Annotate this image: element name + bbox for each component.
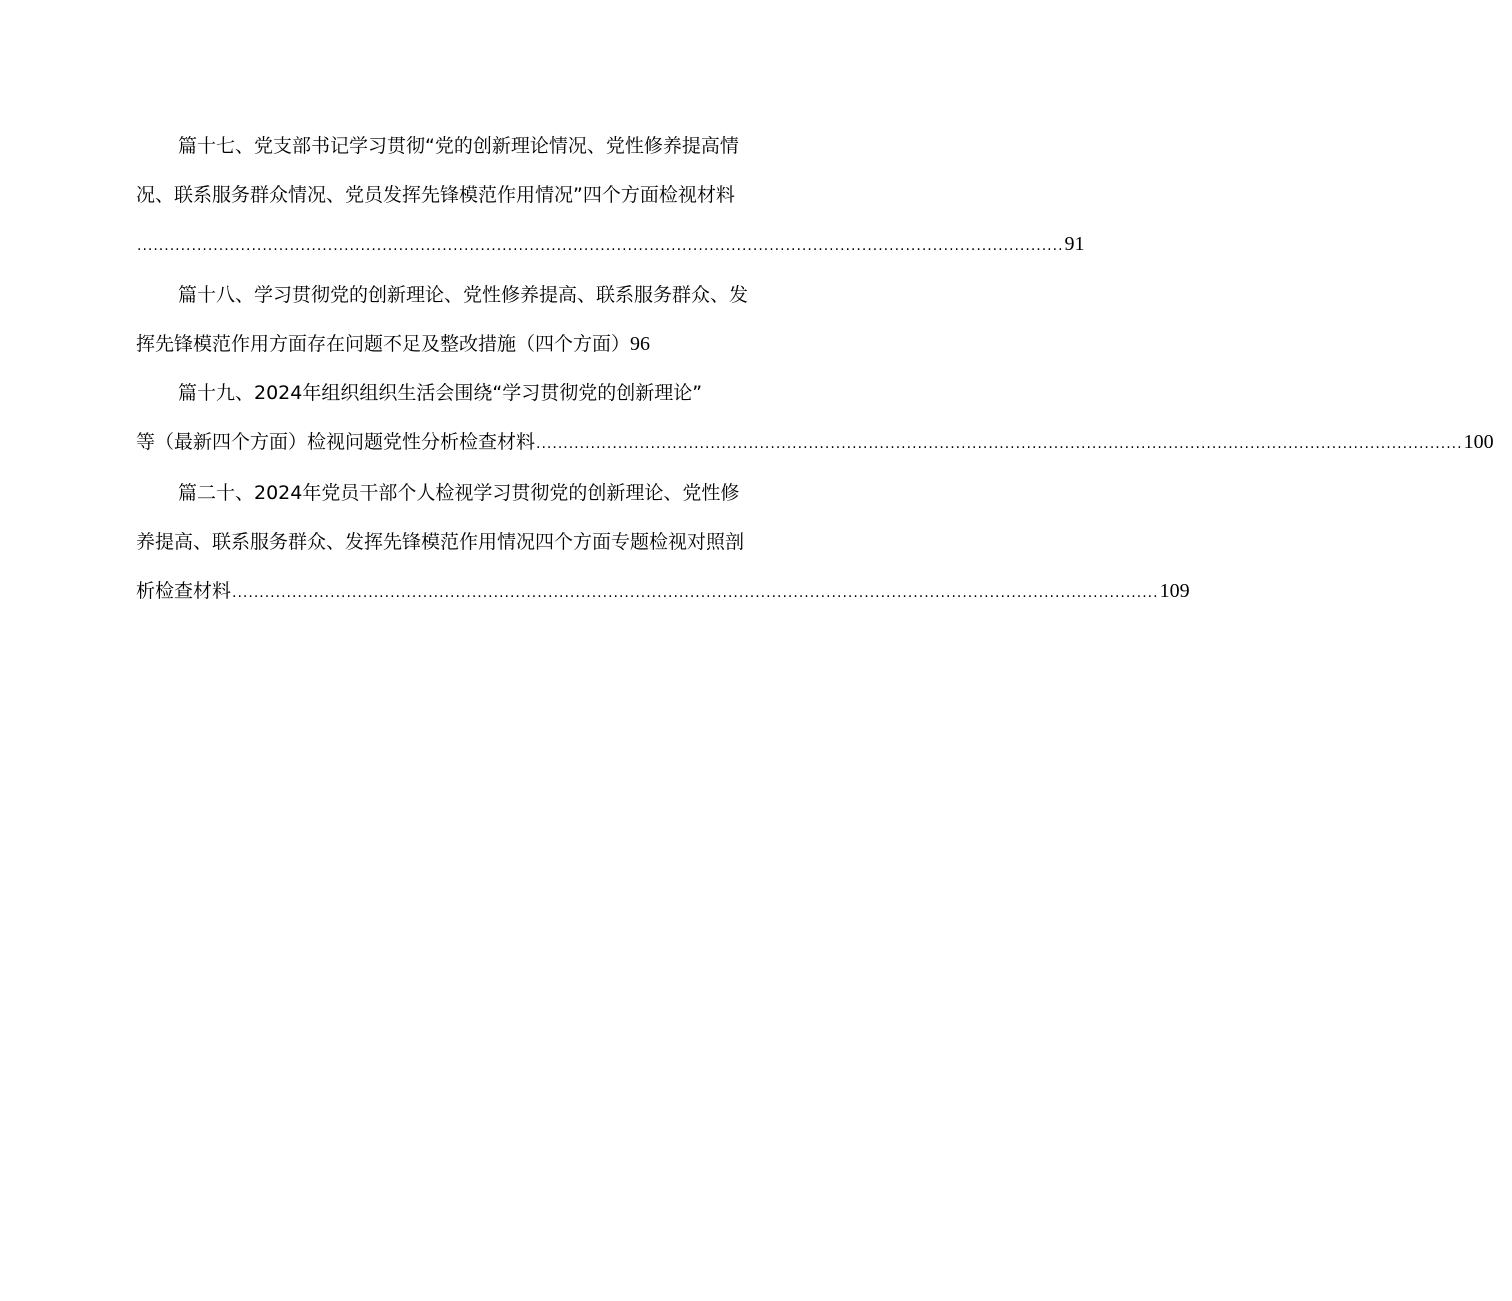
toc-entry-19[interactable] bbox=[136, 369, 1494, 469]
toc-entry-text-line: 养提高、联系服务群众、发挥先锋模范作用情况四个方面专题检视对照剖 bbox=[136, 531, 745, 553]
toc-entry-17[interactable] bbox=[136, 122, 1085, 271]
toc-leader-line bbox=[136, 220, 1085, 271]
toc-entry-text-line: 况、联系服务群众情况、党员发挥先锋模范作用情况”四个方面检视材料 bbox=[136, 184, 735, 206]
toc-entry-text-line: 篇十八、学习贯彻党的创新理论、党性修养提高、联系服务群众、发 bbox=[178, 284, 749, 306]
dot-leader: .......................................................................................................................................................................... bbox=[536, 436, 1463, 452]
toc-entry-text-line: 挥先锋模范作用方面存在问题不足及整改措施（四个方面） bbox=[136, 333, 631, 355]
toc-entry-text-line: 篇二十、2024年党员干部个人检视学习贯彻党的创新理论、党性修 bbox=[178, 482, 740, 504]
toc-leader-line bbox=[136, 567, 1190, 618]
toc-page-number: 109 bbox=[1159, 580, 1190, 602]
toc-leader-line bbox=[136, 320, 796, 369]
toc-entry-text-line: 篇十九、2024年组织组织生活会围绕“学习贯彻党的创新理论” bbox=[178, 382, 703, 404]
toc-leader-line bbox=[136, 418, 1494, 469]
toc-entry-text-line: 析检查材料 bbox=[136, 580, 232, 602]
dot-leader: .......................................................................................................................................................................... bbox=[232, 585, 1159, 601]
table-of-contents bbox=[136, 122, 1494, 618]
toc-page-number: 100 bbox=[1463, 431, 1494, 453]
toc-page-number: 96 bbox=[630, 333, 651, 355]
toc-page-number: 91 bbox=[1064, 233, 1085, 255]
toc-entry-text-line: 等（最新四个方面）检视问题党性分析检查材料 bbox=[136, 431, 536, 453]
dot-leader: .......................................................................................................................................................................... bbox=[137, 238, 1064, 254]
toc-entry-18[interactable] bbox=[136, 271, 796, 369]
toc-entry-text-line: 篇十七、党支部书记学习贯彻“党的创新理论情况、党性修养提高情 bbox=[178, 135, 739, 157]
toc-entry-20[interactable] bbox=[136, 469, 1190, 618]
